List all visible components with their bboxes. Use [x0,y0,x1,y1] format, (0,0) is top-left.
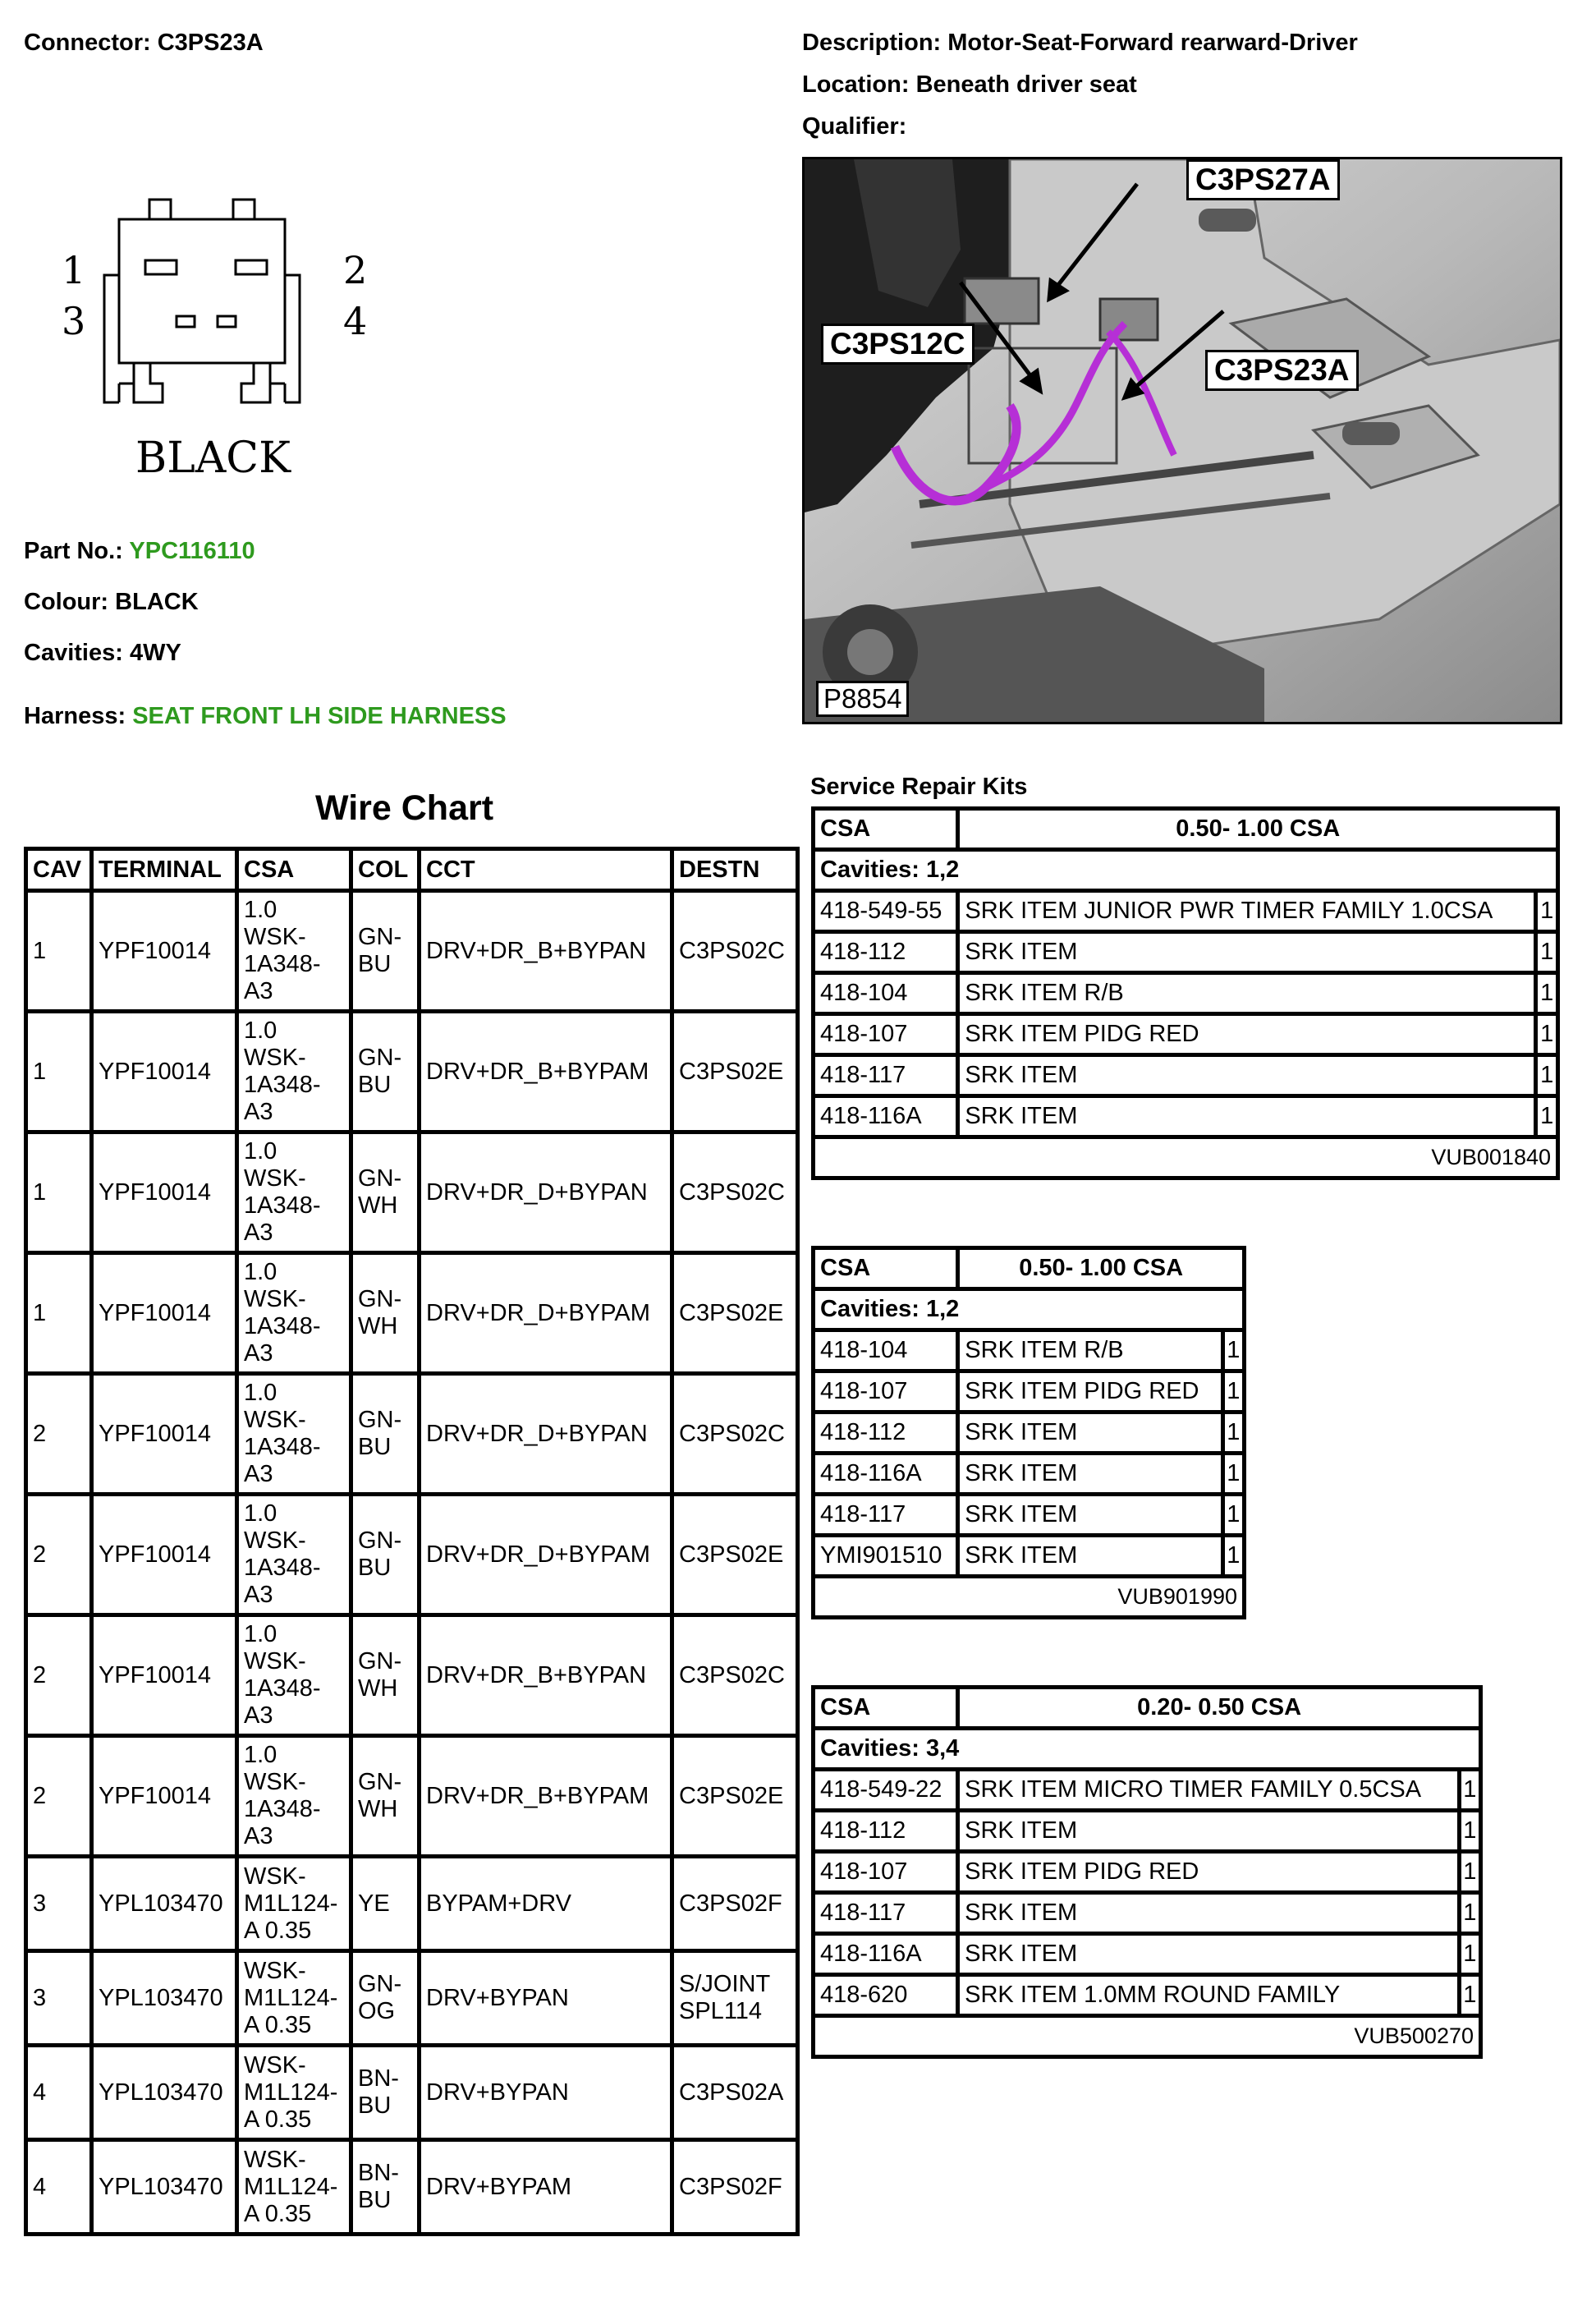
kit-item-desc: SRK ITEM PIDG RED [960,1854,1461,1895]
colour-label: Colour: [24,589,109,615]
cell-csa: WSK-M1L124-A 0.35 [237,1951,351,2046]
harness-line [24,703,507,730]
cell-csa: 1.0 WSK-1A348-A3 [237,891,351,1012]
table-row [26,1132,798,1253]
cell-destn: C3PS02F [672,2140,798,2235]
cell-cct: DRV+DR_B+BYPAM [420,1012,672,1132]
cell-col: GN-BU [351,1012,420,1132]
location-label: Location: [802,71,910,98]
col-header-col: COL [351,849,420,891]
kit-cavities-row [815,1730,1479,1771]
kit-item-desc: SRK ITEM PIDG RED [960,1373,1224,1414]
kit-item-row [815,1936,1479,1977]
location-line [802,71,1137,99]
pin-1-label: 1 [62,248,86,292]
kit-item-row [815,1057,1556,1098]
kit-item-desc: SRK ITEM [960,1414,1224,1455]
cell-col: GN-WH [351,1132,420,1253]
kit-item-code: 418-107 [815,1373,960,1414]
cell-col: GN-OG [351,1951,420,2046]
harness-link[interactable]: SEAT FRONT LH SIDE HARNESS [132,703,507,729]
kit-item-desc: SRK ITEM [960,1057,1538,1098]
cell-cav: 2 [26,1495,92,1615]
cell-col: GN-WH [351,1253,420,1374]
kit-item-desc: SRK ITEM PIDG RED [960,1016,1538,1057]
cell-cct: DRV+BYPAN [420,2046,672,2140]
repair-kit-table [811,1246,1246,1619]
cell-destn: C3PS02E [672,1736,798,1857]
kit-cavities-row [815,1291,1242,1332]
kit-item-row [815,1812,1479,1854]
cell-col: GN-WH [351,1615,420,1736]
kit-item-qty: 1 [1225,1455,1242,1496]
kit-item-qty: 1 [1461,1895,1479,1936]
kit-item-qty: 1 [1461,1977,1479,2018]
kit-item-code: 418-112 [815,1812,960,1854]
kit-item-row [815,1854,1479,1895]
kit-item-qty: 1 [1225,1373,1242,1414]
cell-csa: WSK-M1L124-A 0.35 [237,2140,351,2235]
cell-destn: C3PS02F [672,1857,798,1951]
kit-item-qty: 1 [1225,1496,1242,1537]
kit-cavities-row [815,852,1556,893]
col-header-cav: CAV [26,849,92,891]
cell-terminal: YPL103470 [92,2046,237,2140]
kit-item-code: 418-107 [815,1854,960,1895]
connector-face-diagram [45,193,390,489]
cell-terminal: YPF10014 [92,1495,237,1615]
callout-c3ps27a: C3PS27A [1186,159,1340,200]
cell-destn: C3PS02C [672,1374,798,1495]
kit-cavities: Cavities: 1,2 [815,1291,1242,1332]
description-value: Motor-Seat-Forward rearward-Driver [947,30,1358,56]
cavities-value: 4WY [129,640,181,666]
kit-item-desc: SRK ITEM [960,1936,1461,1977]
kit-item-row [815,934,1556,975]
table-row [26,1012,798,1132]
cell-cct: DRV+DR_D+BYPAM [420,1253,672,1374]
cell-cav: 2 [26,1374,92,1495]
cell-terminal: YPF10014 [92,1736,237,1857]
kit-cavities: Cavities: 3,4 [815,1730,1479,1771]
kit-csa-range: 0.50- 1.00 CSA [960,811,1556,852]
kit-item-code: 418-112 [815,934,960,975]
qualifier-label: Qualifier: [802,113,907,140]
cell-destn: C3PS02C [672,891,798,1012]
kit-id: VUB901990 [1117,1584,1237,1609]
cell-cav: 1 [26,1132,92,1253]
kit-item-row [815,975,1556,1016]
cell-csa: WSK-M1L124-A 0.35 [237,1857,351,1951]
cell-col: YE [351,1857,420,1951]
cavities-line [24,640,181,667]
kit-item-code: YMI901510 [815,1537,960,1578]
kit-item-code: 418-107 [815,1016,960,1057]
kit-footer-row [815,2018,1479,2055]
wire-chart-header-row [26,849,798,891]
cell-terminal: YPL103470 [92,2140,237,2235]
kit-item-desc: SRK ITEM [960,934,1538,975]
cell-cav: 2 [26,1736,92,1857]
cell-cav: 3 [26,1951,92,2046]
kit-item-qty: 1 [1225,1537,1242,1578]
kit-item-desc: SRK ITEM [960,1895,1461,1936]
callout-c3ps12c: C3PS12C [821,324,975,365]
kit-item-code: 418-104 [815,1332,960,1373]
kit-item-qty: 1 [1225,1332,1242,1373]
kit-csa-range: 0.20- 0.50 CSA [960,1689,1479,1730]
cell-terminal: YPL103470 [92,1951,237,2046]
connector-line [24,30,264,57]
kit-item-qty: 1 [1538,1057,1556,1098]
col-header-destn: DESTN [672,849,798,891]
cell-csa: 1.0 WSK-1A348-A3 [237,1253,351,1374]
cell-cct: DRV+DR_D+BYPAN [420,1132,672,1253]
kit-item-code: 418-117 [815,1895,960,1936]
cell-terminal: YPF10014 [92,1012,237,1132]
kit-item-row [815,1016,1556,1057]
cell-csa: 1.0 WSK-1A348-A3 [237,1132,351,1253]
kit-item-qty: 1 [1538,1098,1556,1139]
kit-csa-label: CSA [815,811,960,852]
cell-cct: DRV+DR_D+BYPAN [420,1374,672,1495]
kit-cavities: Cavities: 1,2 [815,852,1556,893]
cell-cct: DRV+DR_B+BYPAN [420,1615,672,1736]
kit-header-row [815,811,1556,852]
cell-col: BN-BU [351,2046,420,2140]
kit-item-row [815,1373,1242,1414]
kit-item-qty: 1 [1538,975,1556,1016]
kit-item-code: 418-116A [815,1098,960,1139]
kit-item-code: 418-116A [815,1936,960,1977]
kit-item-code: 418-116A [815,1455,960,1496]
kit-item-code: 418-620 [815,1977,960,2018]
kit-item-qty: 1 [1538,893,1556,934]
colour-value: BLACK [115,589,199,615]
location-photo [802,157,1562,724]
cell-csa: 1.0 WSK-1A348-A3 [237,1374,351,1495]
cell-destn: C3PS02E [672,1012,798,1132]
kit-item-desc: SRK ITEM [960,1455,1224,1496]
kit-item-row [815,1895,1479,1936]
table-row [26,1253,798,1374]
cell-terminal: YPF10014 [92,1615,237,1736]
kit-id: VUB001840 [1431,1145,1551,1169]
kit-item-qty: 1 [1225,1414,1242,1455]
part-no-link[interactable]: YPC116110 [129,538,255,564]
wire-chart-table [24,847,800,2236]
kit-item-qty: 1 [1538,1016,1556,1057]
cell-cav: 1 [26,1253,92,1374]
connector-value: C3PS23A [157,30,264,56]
kit-item-row [815,1332,1242,1373]
cell-csa: 1.0 WSK-1A348-A3 [237,1615,351,1736]
description-label: Description: [802,30,942,56]
kit-item-code: 418-104 [815,975,960,1016]
cell-destn: C3PS02A [672,2046,798,2140]
kit-item-code: 418-117 [815,1057,960,1098]
cell-cav: 1 [26,891,92,1012]
table-row [26,891,798,1012]
description-line [802,30,1358,57]
wire-chart-title: Wire Chart [315,788,494,828]
table-row [26,2046,798,2140]
kit-item-desc: SRK ITEM R/B [960,1332,1224,1373]
part-no-line [24,538,255,565]
cell-cav: 3 [26,1857,92,1951]
cell-cct: DRV+DR_B+BYPAN [420,891,672,1012]
pin-4-label: 4 [343,299,368,343]
qualifier-line [802,113,906,140]
connector-colour-caption: BLACK [135,434,291,483]
cell-terminal: YPF10014 [92,891,237,1012]
kit-item-desc: SRK ITEM [960,1496,1224,1537]
kit-item-qty: 1 [1461,1854,1479,1895]
seat-frame-illustration [805,159,1560,722]
cell-col: GN-BU [351,1495,420,1615]
cell-destn: C3PS02C [672,1132,798,1253]
kit-item-desc: SRK ITEM [960,1812,1461,1854]
cell-cct: DRV+BYPAN [420,1951,672,2046]
service-repair-kits-title: Service Repair Kits [810,774,1028,800]
table-row [26,1736,798,1857]
table-row [26,2140,798,2235]
pin-3-label: 3 [62,299,86,343]
table-row [26,1495,798,1615]
kit-item-row [815,893,1556,934]
connector-label: Connector: [24,30,151,56]
table-row [26,1951,798,2046]
cavities-label: Cavities: [24,640,123,666]
table-row [26,1857,798,1951]
kit-item-row [815,1414,1242,1455]
kit-item-desc: SRK ITEM R/B [960,975,1538,1016]
cell-cav: 4 [26,2140,92,2235]
cell-csa: WSK-M1L124-A 0.35 [237,2046,351,2140]
cell-col: GN-BU [351,891,420,1012]
col-header-csa: CSA [237,849,351,891]
kit-item-row [815,1771,1479,1812]
colour-line [24,589,199,616]
kit-item-code: 418-549-22 [815,1771,960,1812]
cell-col: GN-WH [351,1736,420,1857]
cell-col: GN-BU [351,1374,420,1495]
part-no-label: Part No.: [24,538,123,564]
cell-cct: DRV+DR_B+BYPAM [420,1736,672,1857]
kit-csa-label: CSA [815,1689,960,1730]
cell-cav: 2 [26,1615,92,1736]
cell-csa: 1.0 WSK-1A348-A3 [237,1012,351,1132]
kit-item-row [815,1537,1242,1578]
kit-csa-label: CSA [815,1250,960,1291]
kit-item-qty: 1 [1461,1771,1479,1812]
repair-kit-table [811,806,1560,1180]
col-header-cct: CCT [420,849,672,891]
cell-csa: 1.0 WSK-1A348-A3 [237,1736,351,1857]
kit-footer-row [815,1139,1556,1176]
kit-item-code: 418-549-55 [815,893,960,934]
col-header-terminal: TERMINAL [92,849,237,891]
cell-cct: DRV+DR_D+BYPAM [420,1495,672,1615]
cell-terminal: YPF10014 [92,1132,237,1253]
cell-csa: 1.0 WSK-1A348-A3 [237,1495,351,1615]
cell-cav: 4 [26,2046,92,2140]
repair-kit-table [811,1685,1483,2059]
cell-destn: S/JOINT SPL114 [672,1951,798,2046]
kit-item-qty: 1 [1538,934,1556,975]
kit-item-row [815,1977,1479,2018]
cell-cct: DRV+BYPAM [420,2140,672,2235]
kit-item-code: 418-112 [815,1414,960,1455]
kit-item-row [815,1098,1556,1139]
table-row [26,1615,798,1736]
cell-terminal: YPF10014 [92,1253,237,1374]
cell-destn: C3PS02C [672,1615,798,1736]
kit-footer-row [815,1578,1242,1615]
table-row [26,1374,798,1495]
kit-item-row [815,1455,1242,1496]
kit-item-desc: SRK ITEM MICRO TIMER FAMILY 0.5CSA [960,1771,1461,1812]
kit-item-desc: SRK ITEM JUNIOR PWR TIMER FAMILY 1.0CSA [960,893,1538,934]
kit-item-qty: 1 [1461,1936,1479,1977]
kit-id: VUB500270 [1354,2023,1474,2048]
kit-item-row [815,1496,1242,1537]
location-value: Beneath driver seat [915,71,1137,98]
cell-destn: C3PS02E [672,1253,798,1374]
kit-item-code: 418-117 [815,1496,960,1537]
kit-item-desc: SRK ITEM [960,1537,1224,1578]
photo-id-label: P8854 [816,681,909,717]
cell-destn: C3PS02E [672,1495,798,1615]
callout-c3ps23a: C3PS23A [1205,350,1359,391]
kit-item-desc: SRK ITEM [960,1098,1538,1139]
pin-2-label: 2 [343,248,368,292]
kit-header-row [815,1689,1479,1730]
cell-cav: 1 [26,1012,92,1132]
kit-item-qty: 1 [1461,1812,1479,1854]
cell-cct: BYPAM+DRV [420,1857,672,1951]
harness-label: Harness: [24,703,126,729]
cell-col: BN-BU [351,2140,420,2235]
kit-header-row [815,1250,1242,1291]
kit-item-desc: SRK ITEM 1.0MM ROUND FAMILY [960,1977,1461,2018]
cell-terminal: YPL103470 [92,1857,237,1951]
kit-csa-range: 0.50- 1.00 CSA [960,1250,1242,1291]
cell-terminal: YPF10014 [92,1374,237,1495]
